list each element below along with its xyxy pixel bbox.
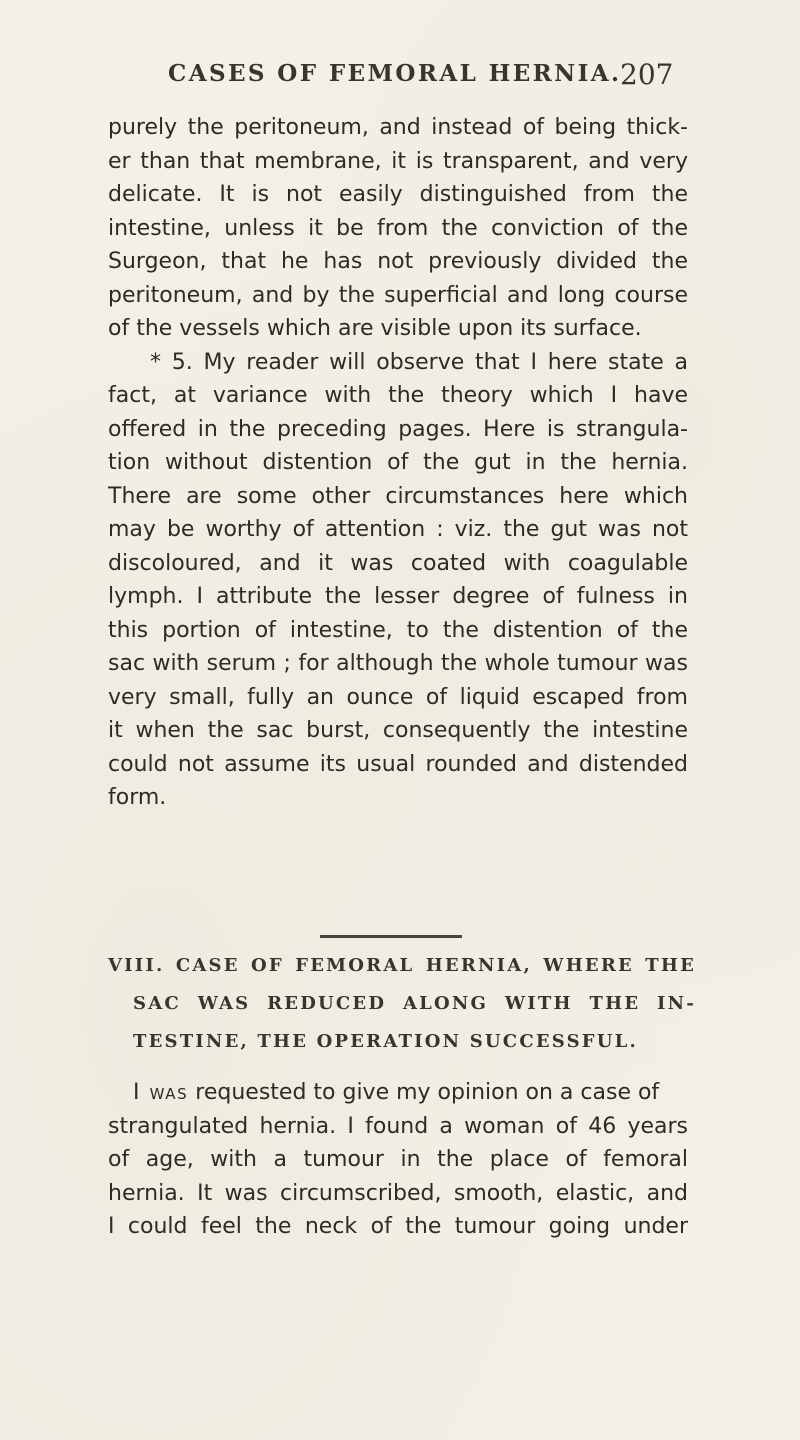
- text-line-rest: requested to give my opinion on a case of: [188, 1080, 660, 1105]
- text-line: discoloured, and it was coated with coagulable: [108, 551, 688, 576]
- text-line: offered in the preceding pages. Here is strangula-: [108, 417, 688, 442]
- section-divider: [320, 935, 462, 938]
- heading-line: VIII. CASE OF FEMORAL HERNIA, WHERE THE: [108, 955, 696, 976]
- heading-line: TESTINE, THE OPERATION SUCCESSFUL.: [133, 1031, 638, 1052]
- text-line: could not assume its usual rounded and distended: [108, 752, 688, 777]
- running-head: [0, 60, 800, 100]
- text-line: this portion of intestine, to the distention of the: [108, 618, 688, 643]
- text-line: lymph. I attribute the lesser degree of fulness in: [108, 584, 688, 609]
- text-line: fact, at variance with the theory which I have: [108, 383, 688, 408]
- text-line: hernia. It was circumscribed, smooth, elastic, and: [108, 1181, 688, 1206]
- text-line: Surgeon, that he has not previously divided the: [108, 249, 688, 274]
- text-line: it when the sac burst, consequently the intestine: [108, 718, 688, 743]
- text-line: may be worthy of attention : viz. the gut was not: [108, 517, 688, 542]
- text-line: peritoneum, and by the superficial and long course: [108, 283, 688, 308]
- text-line: tion without distention of the gut in the hernia.: [108, 450, 688, 475]
- heading-line: SAC WAS REDUCED ALONG WITH THE IN-: [133, 993, 696, 1014]
- paragraph-lead: I was: [133, 1080, 189, 1105]
- text-line: strangulated hernia. I found a woman of 46 years: [108, 1114, 688, 1139]
- text-line: er than that membrane, it is transparent, and very: [108, 149, 688, 174]
- text-line: * 5. My reader will observe that I here state a: [150, 350, 688, 375]
- text-line: very small, fully an ounce of liquid escaped from: [108, 685, 688, 710]
- text-line: There are some other circumstances here which: [108, 484, 688, 509]
- text-line: form.: [108, 785, 167, 810]
- text-line: of the vessels which are visible upon its surface.: [108, 316, 642, 341]
- page-number: 207: [620, 58, 674, 91]
- text-line: intestine, unless it be from the conviction of the: [108, 216, 688, 241]
- text-line: delicate. It is not easily distinguished from the: [108, 182, 688, 207]
- text-line: of age, with a tumour in the place of femoral: [108, 1147, 688, 1172]
- text-line: sac with serum ; for although the whole tumour was: [108, 651, 688, 676]
- text-line: purely the peritoneum, and instead of being thick-: [108, 115, 688, 140]
- running-title: CASES OF FEMORAL HERNIA.: [168, 60, 622, 87]
- text-line: [133, 1078, 688, 1108]
- text-line: I could feel the neck of the tumour going under: [108, 1214, 688, 1239]
